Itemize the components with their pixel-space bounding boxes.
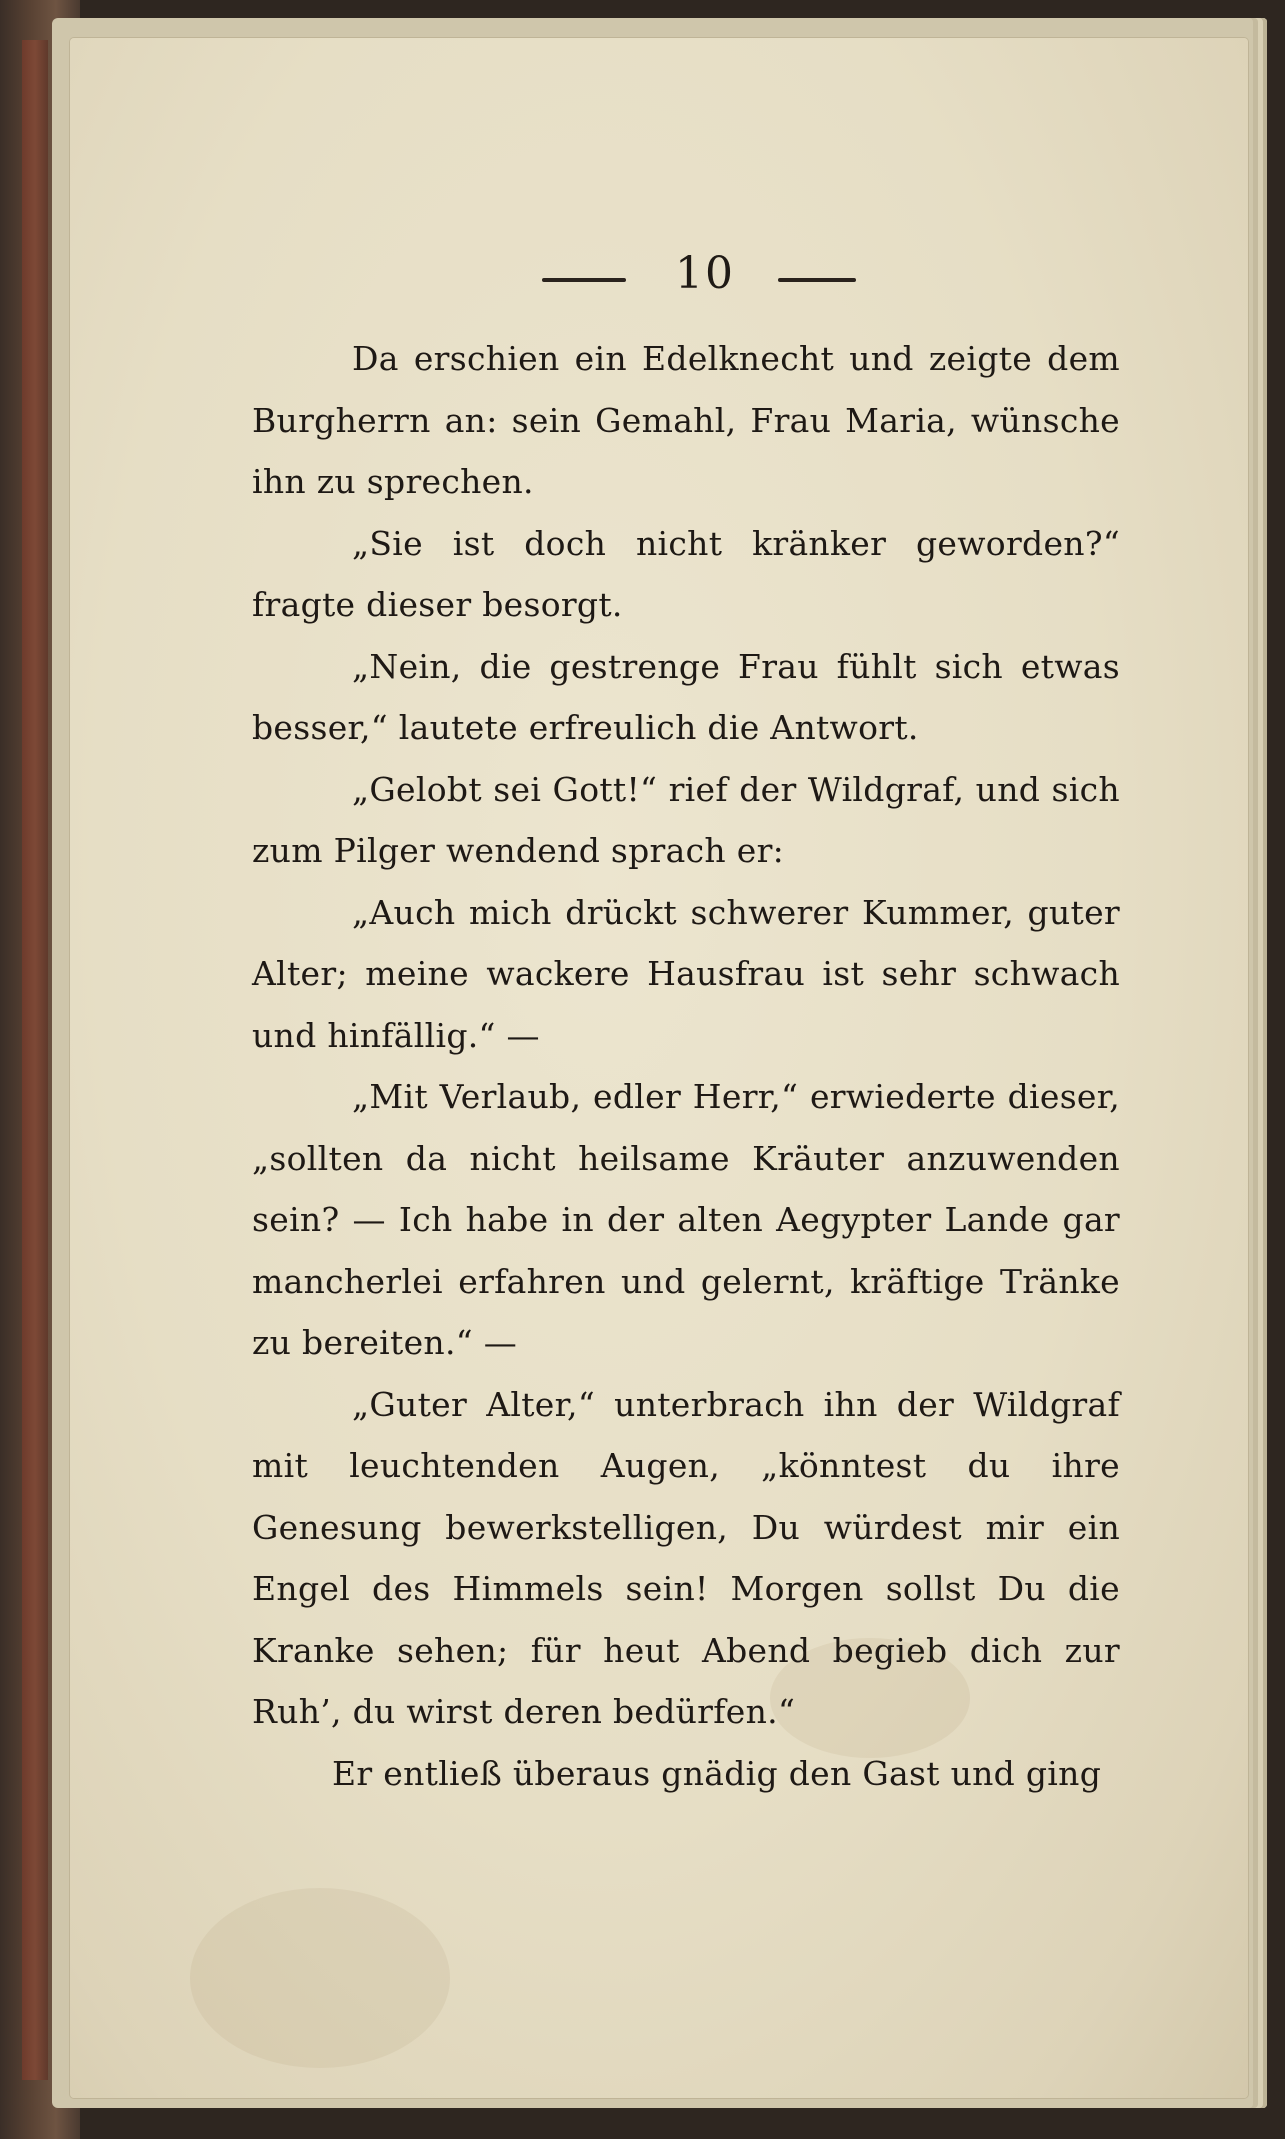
paragraph-3: „Nein, die gestrenge Frau fühlt sich etwas besser,“ lautete erfreulich die Antwort.	[252, 646, 1120, 747]
header-rule-left	[542, 278, 626, 282]
paragraph-2: „Sie ist doch nicht kränker geworden?“ fragte dieser besorgt.	[252, 523, 1120, 624]
paragraph-1: Da erschien ein Edelknecht und zeigte dem Burgherrn an: sein Gemahl, Frau Maria, wünsche ihn zu sprechen.	[252, 339, 1120, 501]
paper-stain	[190, 1888, 450, 2068]
paragraph-5: „Auch mich drückt schwerer Kummer, guter Alter; meine wackere Hausfrau ist sehr schwach und hinfällig.“ —	[252, 892, 1120, 1055]
paragraph-4: „Gelobt sei Gott!“ rief der Wildgraf, und sich zum Pilger wendend sprach er:	[252, 769, 1120, 870]
page-number: 10	[675, 248, 735, 299]
paragraph-8: Er entließ überaus gnädig den Gast und ging	[332, 1753, 1102, 1793]
header-rule-right	[778, 278, 856, 282]
paragraph-7: „Guter Alter,“ unterbrach ihn der Wildgraf mit leuchtenden Augen, „könntest du ihre Genesung bewerkstelligen, Du würdest mir ein Engel des Himmels sein! Morgen sollst Du die Kranke sehen; für heut Abend begieb dich zur Ruh’, du wirst deren bedürfen.“	[252, 1384, 1120, 1731]
body-text	[252, 328, 1120, 1804]
page-header	[0, 248, 1285, 304]
paragraph-6: „Mit Verlaub, edler Herr,“ erwiederte dieser, „sollten da nicht heilsame Kräuter anzuwenden sein? — Ich habe in der alten Aegypter Lande gar mancherlei erfahren und gelernt, kräftige Tränke zu bereiten.“ —	[252, 1077, 1120, 1362]
